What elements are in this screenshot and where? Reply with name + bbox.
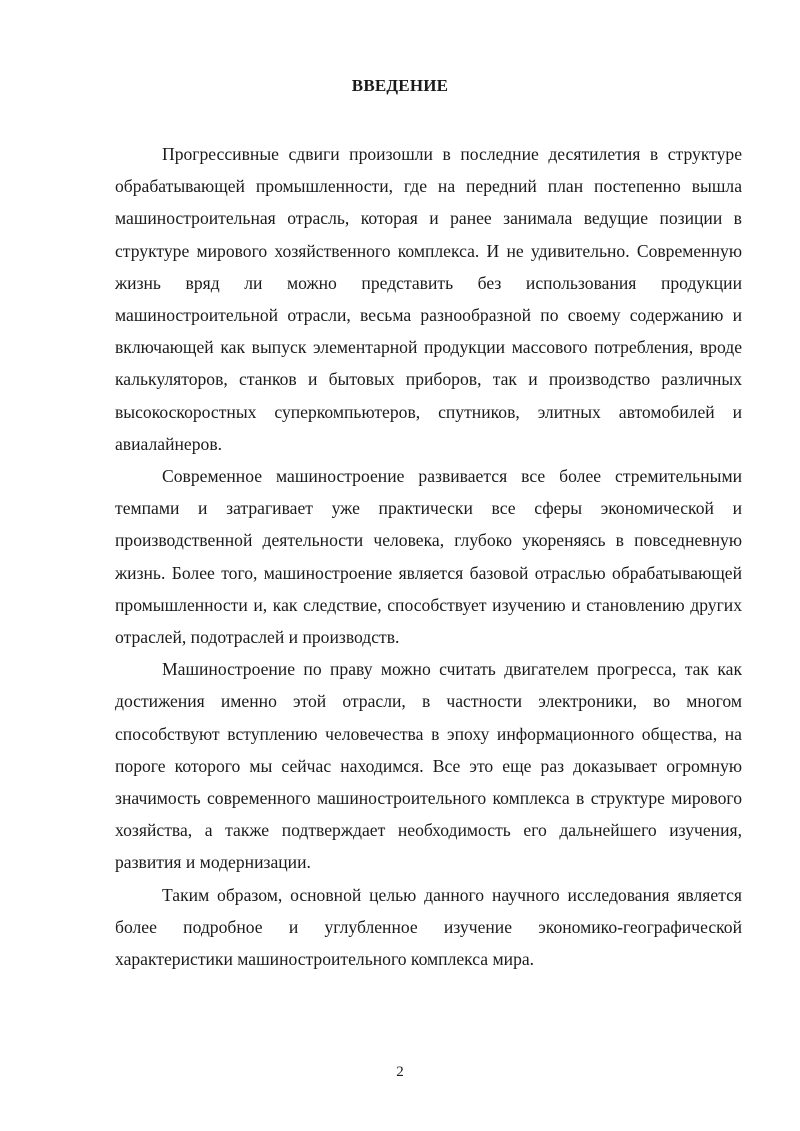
- document-body: [115, 138, 742, 975]
- paragraph-4: Таким образом, основной целью данного научного исследования является более подробное и углубленное изучение экономико-географической характеристики машиностроительного комплекса мира.: [115, 884, 742, 970]
- page-title: ВВЕДЕНИЕ: [351, 76, 449, 95]
- paragraph-1: Прогрессивные сдвиги произошли в последние десятилетия в структуре обрабатывающей промышленности, где на передний план постепенно вышла машиностроительная отрасль, которая и ранее занимала ведущие позиции в структуре мирового хозяйственного комплекса. И не удивительно. Современную жизнь вряд ли можно представить без использования продукции машиностроительной отрасли, весьма разнообразной по своему содержанию и включающей как выпуск элементарной продукции массового потребления, вроде калькуляторов, станков и бытовых приборов, так и производство различных высокоскоростных суперкомпьютеров, спутников, элитных автомобилей и авиалайнеров.: [115, 144, 742, 454]
- paragraph-3: Машиностроение по праву можно считать двигателем прогресса, так как достижения именно этой отрасли, в частности электроники, во многом способствуют вступлению человечества в эпоху информационного общества, на пороге которого мы сейчас находимся. Все это еще раз доказывает огромную значимость современного машиностроительного комплекса в структуре мирового хозяйства, а также подтверждает необходимость его дальнейшего изучения, развития и модернизации.: [115, 659, 742, 873]
- page-number: 2: [396, 1064, 404, 1080]
- paragraph-2: Современное машиностроение развивается все более стремительными темпами и затрагивает уже практически все сферы экономической и производственной деятельности человека, глубоко укореняясь в повседневную жизнь. Более того, машиностроение является базовой отраслью обрабатывающей промышленности и, как следствие, способствует изучению и становлению других отраслей, подотраслей и производств.: [115, 466, 742, 648]
